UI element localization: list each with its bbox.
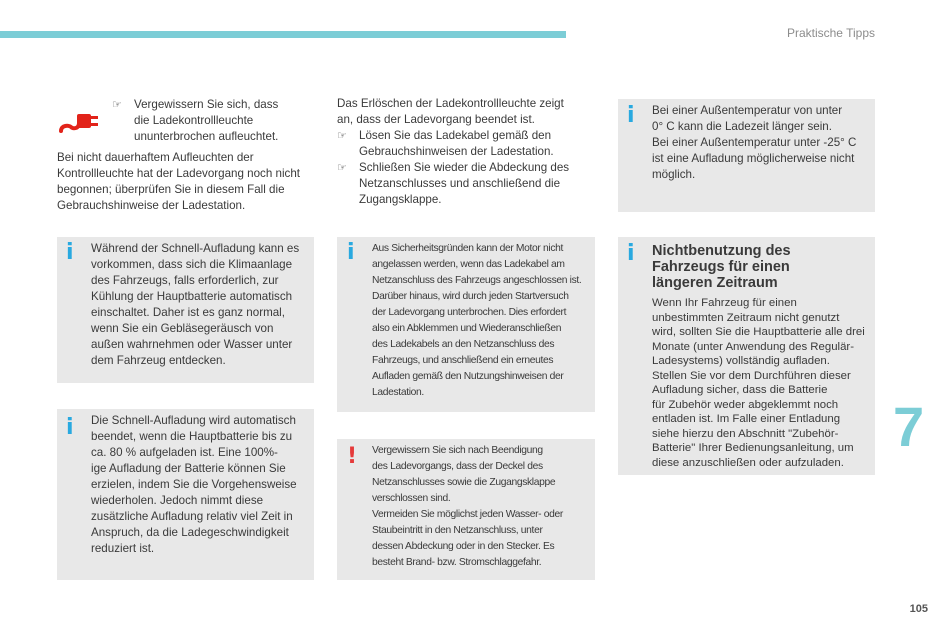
col1-info-box-2: i Die Schnell-Aufladung wird automatisch beendet, wenn die Hauptbatterie bis zu ca. 80 % aufgeladen ist. Eine 100%- ige Aufladung der Batterie können Sie erzielen, indem Sie die Vorgehensweise wiederholen. Jedoch nimmt diese zusätzliche Aufladung relativ viel Zeit in Anspruch, da die Ladegeschwindigkeit reduziert ist.: [57, 409, 314, 580]
col1-info-box-1: i Während der Schnell-Aufladung kann es vorkommen, dass sich die Klimaanlage des Fahrzeugs, falls erforderlich, zur Kühlung der Hauptbatterie automatisch einschaltet. Daher ist es ganz normal, wenn Sie ein Gebläsegeräusch von außen wahrnehmen oder Wasser unter dem Fahrzeug entdecken.: [57, 237, 314, 383]
section-title: Praktische Tipps: [786, 26, 875, 40]
exclamation-icon: !: [347, 444, 358, 469]
col1-paragraph: Bei nicht dauerhaftem Aufleuchten der Kontrollleuchte hat der Ladevorgang noch nicht begonnen; überprüfen Sie in diesem Fall die Gebrauchshinweise der Ladestation.: [57, 151, 300, 212]
info-icon: i: [627, 241, 635, 266]
col2-bullet-1: ☞ Lösen Sie das Ladekabel gemäß den Gebrauchshinweisen der Ladestation.: [337, 129, 554, 158]
col2-paragraph: Das Erlöschen der Ladekontrollleuchte zeigt an, dass der Ladevorgang beendet ist.: [337, 97, 564, 126]
info-icon: i: [347, 240, 355, 265]
chapter-number: 7: [893, 395, 925, 458]
hand-pointing-icon: ☞: [112, 99, 122, 111]
charging-plug-icon: [57, 105, 101, 137]
col3-info-box-2: i Nichtbenutzung des Fahrzeugs für einen längeren Zeitraum Wenn Ihr Fahrzeug für einen unbestimmten Zeitraum nicht genutzt wird, sollten Sie die Hauptbatterie alle drei Monate (unter Anwendung des Regulär- Ladesystems) vollständig aufladen. Stellen Sie vor dem Durchführen dieser Aufladung sicher, dass die Batterie für Zubehör weder abgeklemmt noch entladen ist. Im Falle einer Entladung siehe hierzu den Abschnitt "Zubehör- Batterie" Ihrer Bedienungsanleitung, um diese anzuschließen oder aufzuladen.: [618, 237, 875, 475]
info-icon: i: [66, 415, 74, 440]
col3-info-box-1: i Bei einer Außentemperatur von unter 0° C kann die Ladezeit länger sein. Bei einer Außentemperatur unter -25° C ist eine Aufladung möglicherweise nicht möglich.: [618, 99, 875, 212]
header-accent-bar: [0, 31, 566, 38]
hand-pointing-icon: ☞: [337, 130, 347, 142]
col2-info-box: i Aus Sicherheitsgründen kann der Motor nicht angelassen werden, wenn das Ladekabel am Netzanschluss des Fahrzeugs angeschlossen ist. Darüber hinaus, wird durch jeden Startversuch der Ladevorgang unterbrochen. Dies erfordert also ein Abklemmen und Wiederanschließen des Ladekabels an den Netzanschluss des Fahrzeugs, und anschließend ein erneutes Aufladen gemäß den Nutzungshinweisen der Ladestation.: [337, 237, 595, 412]
col2-warning-box: ! Vergewissern Sie sich nach Beendigung des Ladevorgangs, dass der Deckel des Netzanschlusses sowie die Zugangsklappe verschlossen sind. Vermeiden Sie möglichst jeden Wasser- oder Staubeintritt in den Netzanschluss, unter dessen Abdeckung oder in den Stecker. Es besteht Brand- bzw. Stromschlaggefahr.: [337, 439, 595, 580]
col2-bullet-2: ☞ Schließen Sie wieder die Abdeckung des Netzanschlusses und anschließend die Zugangsklappe.: [337, 161, 570, 206]
info-icon: i: [66, 240, 74, 265]
info-icon: i: [627, 103, 635, 128]
page-number: 105: [909, 603, 928, 615]
box-title: Nichtbenutzung des Fahrzeugs für einen längeren Zeitraum: [652, 243, 791, 291]
hand-pointing-icon: ☞: [337, 162, 347, 174]
col1-bullet-1: ☞ Vergewissern Sie sich, dass die Ladekontrollleuchte ununterbrochen aufleuchtet.: [112, 98, 279, 143]
